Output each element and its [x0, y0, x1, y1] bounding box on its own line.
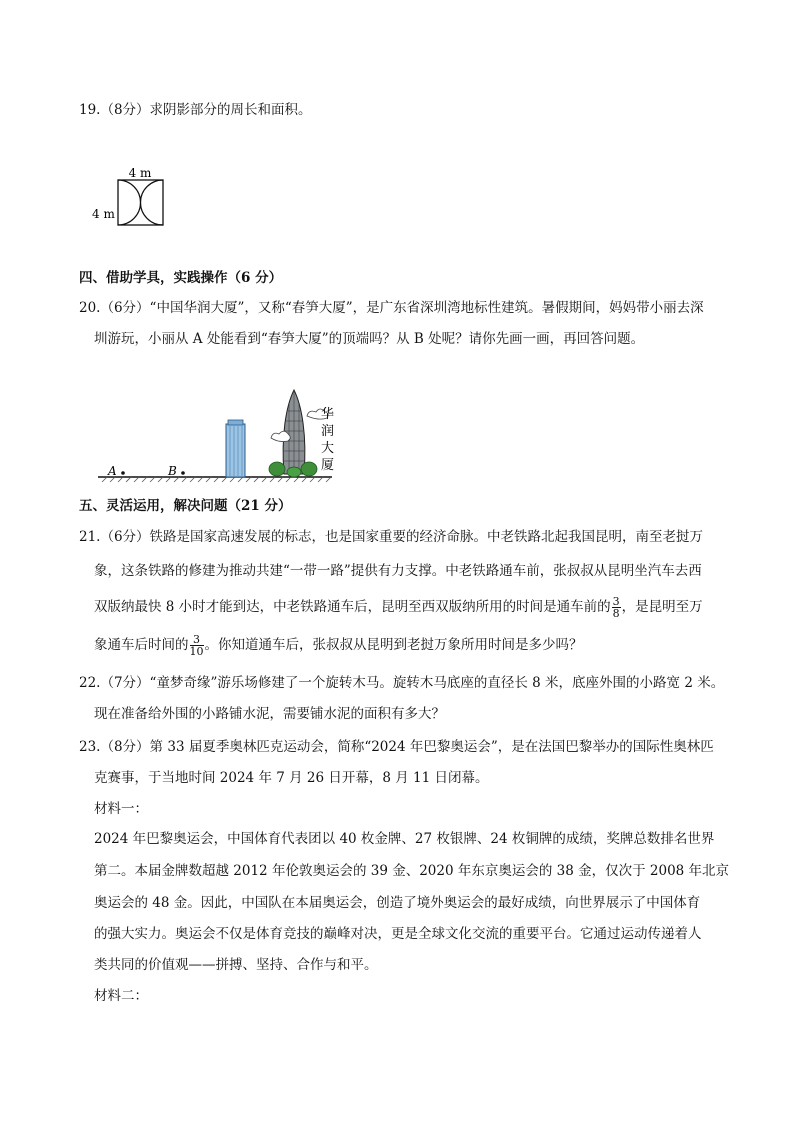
q21-line3-a: 双版纳最快 8 小时才能到达，中老铁路通车后，昆明至西双版纳所用的时间是通车前的	[94, 599, 611, 615]
q20-figure	[96, 386, 346, 494]
material1-line: 的强大实力。奥运会不仅是体育竞技的巅峰对决，更是全球文化交流的重要平台。它通过运动传递着人	[94, 926, 702, 942]
building-label-2: 润	[321, 424, 335, 439]
material1-line: 奥运会的 48 金。因此，中国队在本届奥运会，创造了境外奥运会的最好成绩，向世界展示了中国体育	[94, 895, 701, 911]
q19-left-label: 4 m	[92, 207, 115, 221]
q19-text: 19.（8分）求阴影部分的周长和面积。	[79, 102, 312, 118]
point-a	[121, 471, 125, 475]
fraction-numerator: 3	[190, 634, 204, 646]
point-b	[181, 471, 185, 475]
material1-line: 类共同的价值观——拼搏、坚持、合作与和平。	[94, 957, 378, 973]
material1-line: 第二。本届金牌数超越 2012 年伦敦奥运会的 39 金、2020 年东京奥运会的 38 金，仅次于 2008 年北京	[94, 863, 730, 879]
q20-line1: 20.（6分）“中国华润大厦”，又称“春笋大厦”，是广东省深圳湾地标性建筑。暑假期间，妈妈带小丽去深	[79, 300, 704, 316]
right-semicircle	[141, 180, 164, 225]
material1-title: 材料一：	[94, 801, 148, 817]
q22-line2: 现在准备给外围的小路铺水泥，需要铺水泥的面积有多大？	[94, 706, 445, 722]
q21-line4	[94, 631, 734, 659]
q21-line3	[94, 593, 734, 621]
section4-title: 四、借助学具，实践操作（6 分）	[79, 270, 283, 286]
left-semicircle	[118, 180, 141, 225]
q21-line2: 象，这条铁路的修建为推动共建“一带一路”提供有力支撑。中老铁路通车前，张叔叔从昆明坐汽车去西	[94, 563, 702, 579]
q22-line1: 22.（7分）“童梦奇缘”游乐场修建了一个旋转木马。旋转木马底座的直径长 8 米，底座外围的小路宽 2 米。	[79, 675, 725, 691]
fraction-3-10	[190, 634, 204, 657]
building-label-4: 厦	[321, 458, 335, 473]
point-a-label: A	[108, 464, 117, 478]
fraction-denominator: 8	[612, 607, 620, 620]
building-label-1: 华	[321, 407, 335, 422]
short-building	[226, 420, 245, 477]
section5-title: 五、灵活运用，解决问题（21 分）	[79, 498, 292, 514]
q21-line1: 21.（6分）铁路是国家高速发展的标志，也是国家重要的经济命脉。中老铁路北起我国昆明，南至老挝万	[79, 529, 704, 545]
q19-top-label: 4 m	[128, 166, 152, 180]
material2-title: 材料二：	[94, 988, 148, 1004]
material1-line: 2024 年巴黎奥运会，中国体育代表团以 40 枚金牌、27 枚银牌、24 枚铜牌的成绩，奖牌总数排名世界	[94, 831, 715, 847]
q20-line2: 圳游玩，小丽从 A 处能看到“春笋大厦”的顶端吗？从 B 处呢？请你先画一画，再回答问题。	[94, 331, 645, 347]
fraction-numerator: 3	[612, 595, 620, 608]
q23-line1: 23.（8分）第 33 届夏季奥林匹克运动会，简称“2024 年巴黎奥运会”，是在法国巴黎举办的国际性奥林匹	[79, 739, 714, 755]
q23-line2: 克赛事，于当地时间 2024 年 7 月 26 日开幕，8 月 11 日闭幕。	[94, 770, 489, 786]
fraction-denominator: 10	[189, 645, 204, 658]
q19-figure	[90, 164, 200, 232]
building-label-3: 大	[321, 441, 335, 456]
fraction-3-8	[612, 596, 621, 619]
q21-line4-b: 。你知道通车后，张叔叔从昆明到老挝万象所用时间是多少吗？	[204, 637, 583, 653]
q21-line3-b: ，是昆明至万	[621, 599, 703, 615]
q21-line4-a: 象通车后时间的	[94, 637, 189, 653]
point-b-label: B	[168, 464, 177, 478]
